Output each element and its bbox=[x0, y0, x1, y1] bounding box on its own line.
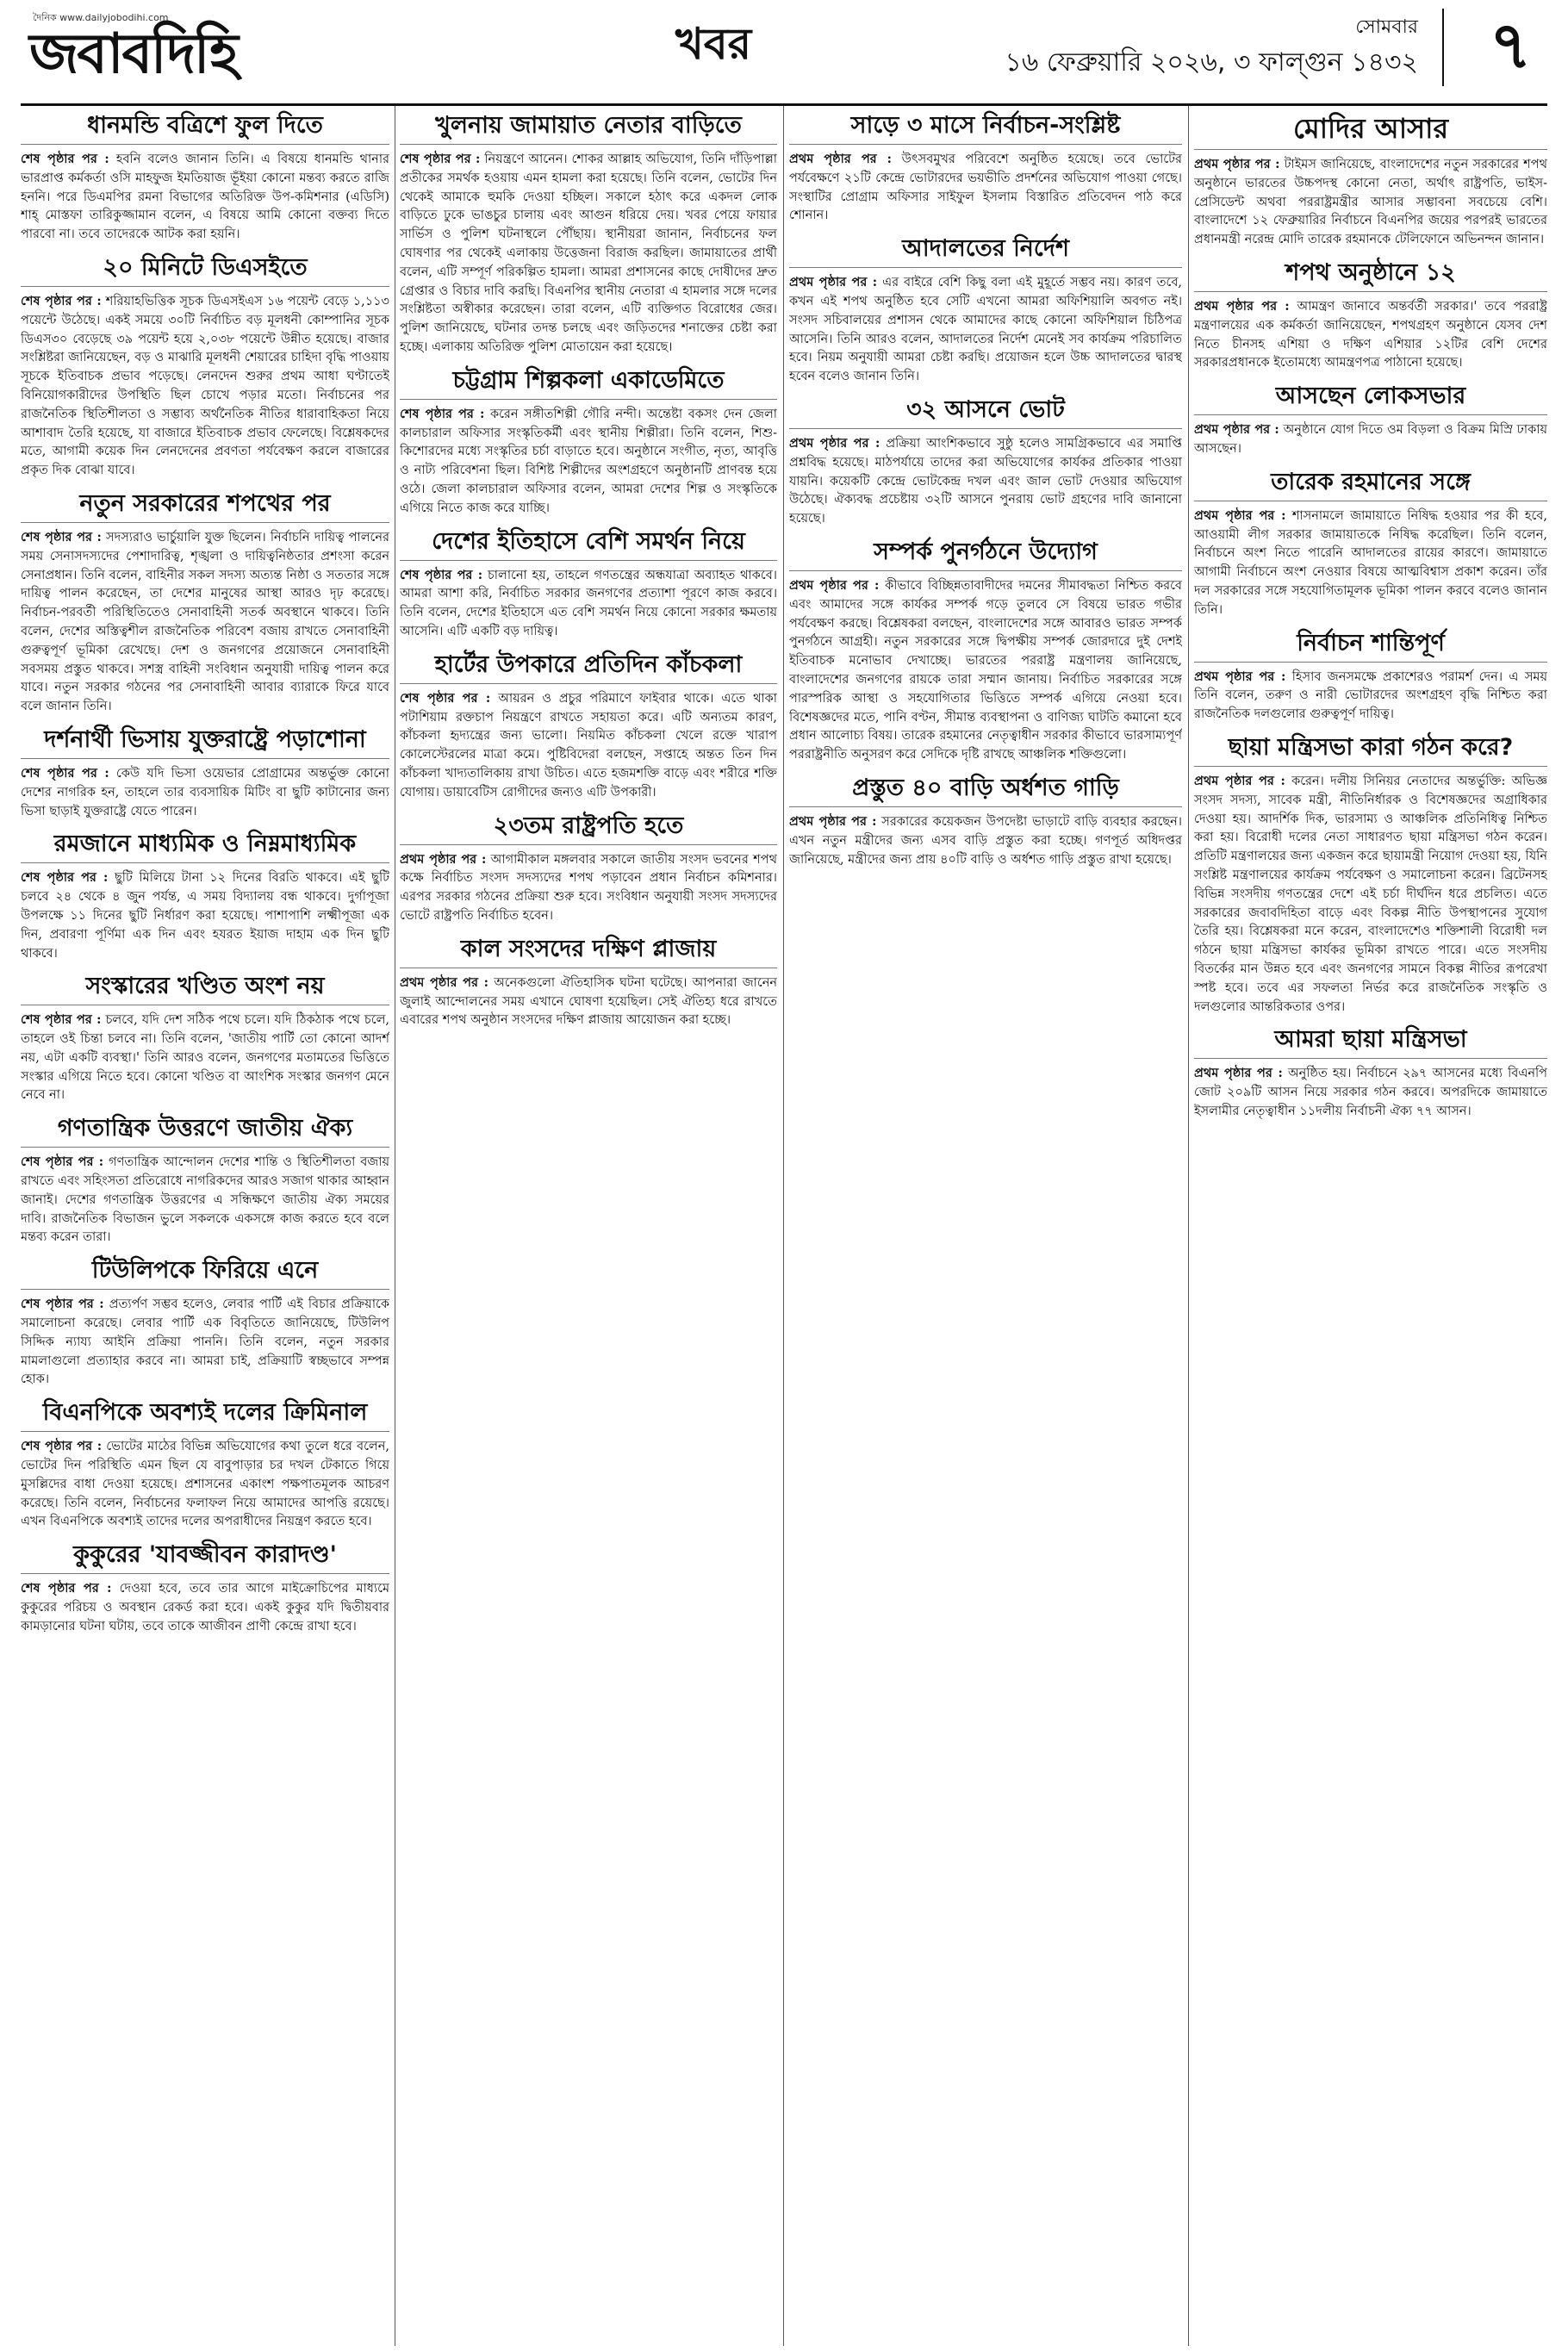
story-headline[interactable]: কুকুরের 'যাবজ্জীবন কারাদণ্ড' bbox=[21, 1540, 389, 1574]
page-number: ৭ bbox=[1489, 7, 1532, 84]
story-body bbox=[21, 1579, 389, 1636]
story-dateline: শেষ পৃষ্ঠার পর : bbox=[21, 1439, 103, 1454]
story-dateline: প্রথম পৃষ্ঠার পর : bbox=[1194, 157, 1280, 171]
column-divider bbox=[1188, 106, 1189, 2346]
story-headline[interactable]: নতুন সরকারের শপথের পর bbox=[21, 489, 389, 523]
story-headline[interactable]: গণতান্ত্রিক উত্তরণে জাতীয় ঐক্য bbox=[21, 1114, 389, 1148]
column-1 bbox=[21, 106, 389, 2346]
story-text: করেন। দলীয় সিনিয়র নেতাদের অন্তর্ভুক্তি: অভিজ্ঞ সংসদ সদস্য, সাবেক মন্ত্রী, নীতিনির্ধারক ও বিশেষজ্ঞদের অগ্রাধিকার দেওয়া হয়। আদর্শিক দিক, ভারসাম্য ও আঞ্চলিক প্রতিনিধিত্ব নিশ্চিত করা হয়। বিরোধী দলের নেতা সাধারণত ছায়া মন্ত্রিসভা গঠন করেন। প্রতিটি মন্ত্রণালয়ের জন্য একজন করে ছায়ামন্ত্রী নিয়োগ দেওয়া হয়, যিনি সংশ্লিষ্ট মন্ত্রণালয়ের কার্যক্রম পর্যবেক্ষণ ও সমালোচনা করেন। ব্রিটেনসহ বিভিন্ন সংসদীয় গণতন্ত্রের দেশে এই চর্চা দীর্ঘদিন ধরে প্রচলিত। এতে সরকারের জবাবদিহিতা বাড়ে এবং বিকল্প নীতি উপস্থাপনের সুযোগ তৈরি হয়। বিশ্লেষকরা মনে করেন, বাংলাদেশেও শক্তিশালী বিরোধী দল গঠনে ছায়া মন্ত্রিসভা কার্যকর ভূমিকা রাখতে পারে। এতে সংসদীয় বিতর্কের মান উন্নত হবে এবং জনগণের সামনে বিকল্প নীতির রূপরেখা স্পষ্ট হবে। তবে এর সফলতা নির্ভর করে রাজনৈতিক সংস্কৃতি ও দলগুলোর আন্তরিকতার ওপর। bbox=[1194, 774, 1547, 1014]
story-body bbox=[400, 150, 777, 358]
story-dateline: প্রথম পৃষ্ঠার পর : bbox=[789, 577, 880, 593]
news-story bbox=[789, 395, 1182, 529]
story-headline[interactable]: শপথ অনুষ্ঠানে ১২ bbox=[1194, 258, 1547, 292]
story-text: টাইমস জানিয়েছে, বাংলাদেশের নতুন সরকারের শপথ অনুষ্ঠানে ভারতের উচ্চপদস্থ কোনো নেতা, অর্থাৎ রাষ্ট্রপতি, ভাইস-প্রেসিডেন্ট অথবা পররাষ্ট্রমন্ত্রীর আসার সম্ভাবনা সবচেয়ে বেশি। বাংলাদেশে ১২ ফেব্রুয়ারির নির্বাচনে বিএনপির জয়ের পরপরই ভারতের প্রধানমন্ত্রী নরেন্দ্র মোদি তারেক রহমানকে টেলিফোনে অভিনন্দন জানান। bbox=[1194, 158, 1547, 247]
story-headline[interactable]: ২৩তম রাষ্ট্রপতি হতে bbox=[400, 812, 777, 845]
story-text: চালানো হয়, তাহলে গণতন্ত্রের অন্ধযাত্রা অব্যাহত থাকবে। আমরা আশা করি, নির্বাচিত সরকার জনগণের প্রত্যাশা পূরণে কাজ করবে। তিনি বলেন, দেশের ইতিহাসে এত বেশি সমর্থন নিয়ে কোনো সরকার ক্ষমতায় আসেনি। এটি একটি বড় দায়িত্ব। bbox=[400, 568, 777, 638]
story-dateline: প্রথম পৃষ্ঠার পর : bbox=[1194, 669, 1286, 684]
story-body bbox=[21, 1437, 389, 1532]
story-body bbox=[1194, 420, 1547, 459]
story-headline[interactable]: তারেক রহমানের সঙ্গে bbox=[1194, 468, 1547, 501]
news-story bbox=[21, 1114, 389, 1248]
story-headline[interactable]: আমরা ছায়া মন্ত্রিসভা bbox=[1194, 1025, 1547, 1059]
story-headline[interactable]: ২০ মিনিটে ডিএসইতে bbox=[21, 253, 389, 287]
story-headline[interactable]: ছায়া মন্ত্রিসভা কারা গঠন করে? bbox=[1194, 733, 1547, 767]
story-text: শাসনামলে জামায়াতে নিষিদ্ধ হওয়ার পর কী হবে, আওয়ামী লীগ সরকার জামায়াতকে নিষিদ্ধ করেছিল। তিনি বলেন, নির্বাচনে অংশ নিতে পারেনি আদালতের রায়ের কারণে। জামায়াতে আগামী নির্বাচনে অংশ নেওয়ার বিষয়ে আত্মবিশ্বাস প্রকাশ করেন। তাঁর দল সরকারের সঙ্গে সহযোগিতামূলক ভূমিকা পালন করবে বলেও জানান তিনি। bbox=[1194, 508, 1547, 617]
story-text: দেওয়া হবে, তবে তার আগে মাইক্রোচিপের মাধ্যমে কুকুরের পরিচয় ও অবস্থান রেকর্ড করা হবে। একই কুকুর যদি দ্বিতীয়বার কামড়ানোর ঘটনা ঘটায়, তবে তাকে আজীবন প্রাণী কেন্দ্রে রাখা হবে। bbox=[21, 1582, 389, 1633]
story-text: হবনি বলেও জানান তিনি। এ বিষয়ে ধানমন্ডি থানার ভারপ্রাপ্ত কর্মকর্তা ওসি মাহফুজ ইমতিয়াজ ভূঁইয়া কোনো মন্তব্য করতে রাজি হননি। পরে ডিএমপির রমনা বিভাগের অতিরিক্ত উপ-কমিশনার (এডিসি) শাহ্ মোস্তফা তারিকুজ্জামান বলেন, এ বিষয়ে আমি কোনো বক্তব্য দিতে পারবো না। তবে তাদেরকে আটক করা হয়নি। bbox=[21, 152, 389, 242]
news-story bbox=[21, 1540, 389, 1636]
story-text: অনুষ্ঠিত হয়। নির্বাচনে ২৯৭ আসনের মধ্যে বিএনপি জোট ২০৯টি আসন নিয়ে সরকার গঠন করবে। অপরদিকে জামায়াতে ইসলামীর নেতৃত্বাধীন ১১দলীয় নির্বাচনী ঐক্য ৭৭ আসন। bbox=[1194, 1067, 1547, 1118]
section-name: খবর bbox=[675, 19, 752, 69]
story-text: করেন সঙ্গীতশিল্পী গৌরি নন্দী। অন্তেষ্টা বকসং দেন জেলা কালচারাল অফিসার সংস্কৃতিকর্মী এবং স্থানীয় শিল্পীরা। তিনি বলেন, শিশু-কিশোরদের মধ্যে সংস্কৃতির চর্চা বাড়াতে হবে। অনুষ্ঠানে সংগীত, নৃত্য, আবৃত্তি ও নাট্য পরিবেশনা ছিল। বিশিষ্ট শিল্পীদের অংশগ্রহণে অনুষ্ঠানটি প্রাণবন্ত হয়ে ওঠে। জেলা কালচারাল অফিসার বলেন, আমরা দেশের শিল্প ও সংস্কৃতিকে এগিয়ে নিতে কাজ করে যাচ্ছি। bbox=[400, 407, 777, 515]
story-body bbox=[789, 812, 1182, 869]
column-3 bbox=[789, 106, 1182, 2346]
story-body bbox=[21, 292, 389, 481]
news-story bbox=[400, 650, 777, 803]
news-story bbox=[400, 111, 777, 358]
story-headline[interactable]: দর্শনার্থী ভিসায় যুক্তরাষ্ট্রে পড়াশোনা bbox=[21, 725, 389, 759]
story-dateline: প্রথম পৃষ্ঠার পর : bbox=[789, 275, 878, 290]
story-text: এর বাইরে বেশি কিছু বলা এই মুহূর্তে সম্ভব নয়। কারণ তবে, কখন এই শপথ অনুষ্ঠিত হবে সেটি এখনো আমরা অফিশিয়ালি অবগত নই। সংসদ সচিবালয়ের প্রশাসন থেকে আমাদের কাছে কোনো অফিশিয়াল চিঠিপত্র আসেনি। তিনি আরও বলেন, আদালতের নির্দেশ মেনেই সব কার্যক্রম পরিচালিত হবে। নিয়ম অনুযায়ী আমরা চেষ্টা করছি। প্রয়োজন হলে উচ্চ আদালতের দ্বারস্থ হবেন বলেও জানান তিনি। bbox=[789, 276, 1182, 384]
story-headline[interactable]: আদালতের নির্দেশ bbox=[789, 234, 1182, 268]
story-body bbox=[21, 528, 389, 717]
story-body bbox=[21, 868, 389, 963]
story-text: আমন্ত্রণ জানাবে অন্তর্বর্তী সরকার।' তবে পররাষ্ট্র মন্ত্রণালয়ের এক কর্মকর্তা জানিয়েছেন, শপথগ্রহণ অনুষ্ঠানে যেসব দেশ নিতে চীনসহ এশিয়া ও দক্ষিণ এশিয়ার ১২টির বেশি দেশের সরকারপ্রধানকে ইতোমধ্যে আমন্ত্রণপত্র পাঠানো হয়েছে। bbox=[1194, 299, 1547, 370]
story-text: কেউ যদি ভিসা ওয়েভার প্রোগ্রামের অন্তর্ভুক্ত কোনো দেশের নাগরিক হন, তাহলে তার ব্যবসায়িক মিটিং বা ছুটি কাটানোর জন্য ভিসা ছাড়াই যুক্তরাষ্ট্রে যেতে পারেন। bbox=[21, 766, 389, 818]
story-headline[interactable]: ধানমন্ডি বত্রিশে ফুল দিতে bbox=[21, 111, 389, 145]
story-body bbox=[1194, 772, 1547, 1017]
story-body bbox=[1194, 507, 1547, 620]
story-body bbox=[400, 405, 777, 519]
story-body bbox=[400, 566, 777, 642]
news-story bbox=[789, 111, 1182, 226]
story-headline[interactable]: হার্টের উপকারে প্রতিদিন কাঁচকলা bbox=[400, 650, 777, 684]
story-body bbox=[789, 150, 1182, 226]
news-story bbox=[21, 1256, 389, 1390]
story-headline[interactable]: চট্টগ্রাম শিল্পকলা একাডেমিতে bbox=[400, 366, 777, 400]
masthead bbox=[21, 0, 1547, 106]
story-headline[interactable]: বিএনপিকে অবশ্যই দলের ক্রিমিনাল bbox=[21, 1398, 389, 1432]
news-story bbox=[21, 111, 389, 245]
story-text: সদস্যরাও ভার্চুয়ালি যুক্ত ছিলেন। নির্বাচনি দায়িত্ব পালনের সময় সেনাসদস্যদের পেশাদারিত্ব, শৃঙ্খলা ও দায়িত্বনিষ্ঠতার প্রশংসা করেন সেনাপ্রধান। তিনি বলেন, বাহিনীর সকল সদস্য অত্যন্ত নিষ্ঠা ও সততার সঙ্গে দায়িত্ব পালন করেছেন, তা দেশের মানুষের আস্থা আরও দৃঢ় করেছে। নির্বাচন-পরবর্তী পরিস্থিতিতেও সেনাবাহিনী সতর্ক অবস্থানে থাকবে। তিনি বলেন, দেশের অস্তিত্বশীল রাজনৈতিক পরিবেশ বজায় রাখতে সেনাবাহিনী গুরুত্বপূর্ণ ভূমিকা রেখেছে। দেশ ও জনগণের প্রয়োজনে সেনাবাহিনী সবসময় প্রস্তুত থাকবে। সশস্ত্র বাহিনী সংবিধান অনুযায়ী দায়িত্ব পালন করে যাবে। নতুন সরকার গঠনের পর সেনাবাহিনী আবার ব্যারাকে ফিরে যাবে বলে জানান তিনি। bbox=[21, 530, 389, 714]
story-body bbox=[400, 850, 777, 926]
news-story bbox=[21, 1398, 389, 1532]
news-story bbox=[789, 774, 1182, 869]
story-dateline: শেষ পৃষ্ঠার পর : bbox=[400, 406, 485, 421]
story-text: অনেকগুলো ঐতিহাসিক ঘটনা ঘটেছে। আপনারা জানেন জুলাই আন্দোলনের সময় এখানে ঘোষণা হয়েছিল। সেই ঐতিহ্য ধরে রাখতে এবারের শপথ অনুষ্ঠান সংসদের দক্ষিণ প্লাজায় আয়োজন করা হচ্ছে। bbox=[400, 975, 777, 1028]
story-headline[interactable]: নির্বাচন শান্তিপূর্ণ bbox=[1194, 629, 1547, 663]
story-dateline: শেষ পৃষ্ঠার পর : bbox=[400, 567, 483, 582]
column-divider bbox=[783, 106, 784, 2346]
story-text: গণতান্ত্রিক আন্দোলন দেশের শান্তি ও স্থিতিশীলতা বজায় রাখতে এবং সহিংসতা প্রতিরোধে নাগরিকদের আরও সজাগ থাকার আহ্বান জানাই। দেশের গণতান্ত্রিক উত্তরণের এ সন্ধিক্ষণে জাতীয় ঐক্য সময়ের দাবি। রাজনৈতিক বিভাজন ভুলে সকলকে একসঙ্গে কাজ করতে হবে বলে মন্তব্য করেন তারা। bbox=[21, 1155, 389, 1245]
story-headline[interactable]: প্রস্তুত ৪০ বাড়ি অর্ধশত গাড়ি bbox=[789, 774, 1182, 807]
story-body bbox=[789, 273, 1182, 387]
story-text: হিসাব জনসমক্ষে প্রকাশেরও পরামর্শ দেন। এ সময় তিনি বলেন, তরুণ ও নারী ভোটারদের অংশগ্রহণ বৃদ্ধি নিশ্চিত করা রাজনৈতিক দলগুলোর গুরুত্বপূর্ণ দায়িত্ব। bbox=[1194, 669, 1547, 722]
article-columns bbox=[21, 106, 1547, 2346]
news-story bbox=[1194, 258, 1547, 373]
news-story bbox=[21, 972, 389, 1105]
news-story bbox=[400, 527, 777, 642]
story-dateline: শেষ পৃষ্ঠার পর : bbox=[21, 1154, 104, 1170]
story-dateline: শেষ পৃষ্ঠার পর : bbox=[400, 152, 481, 166]
story-dateline: প্রথম পৃষ্ঠার পর : bbox=[789, 813, 877, 829]
news-story bbox=[21, 830, 389, 963]
story-text: আগামীকাল মঙ্গলবার সকালে জাতীয় সংসদ ভবনের শপথ কক্ষে নির্বাচিত সংসদ সদস্যদের শপথ পড়াবেন প্রধান নির্বাচন কমিশনার। এরপর সরকার গঠনের প্রক্রিয়া শুরু হবে। সংবিধান অনুযায়ী সংসদ সদস্যদের ভোটে রাষ্ট্রপতি নির্বাচিত হবেন। bbox=[400, 852, 777, 923]
story-body bbox=[789, 576, 1182, 765]
story-dateline: প্রথম পৃষ্ঠার পর : bbox=[789, 152, 893, 166]
story-headline[interactable]: কাল সংসদের দক্ষিণ প্লাজায় bbox=[400, 935, 777, 968]
story-body bbox=[1194, 155, 1547, 250]
story-headline[interactable]: আসছেন লোকসভার bbox=[1194, 382, 1547, 415]
story-body bbox=[21, 1295, 389, 1390]
story-text: ছুটি মিলিয়ে টানা ১২ দিনের বিরতি থাকবে। এই ছুটি চলবে ২৪ থেকে ৪ জুন পর্যন্ত, এ সময় বিদ্যালয় বন্ধ থাকবে। দুর্গাপূজা উপলক্ষে ১১ দিনের ছুটি নির্ধারণ করা হয়েছে। পাশাপাশি লক্ষ্মীপূজা এক দিন, প্রবারণা পূর্ণিমা এক দিন এবং হযরত ইয়াজ দাহাম এক দিন ছুটি থাকবে। bbox=[21, 871, 389, 961]
story-dateline: শেষ পৃষ্ঠার পর : bbox=[21, 529, 102, 544]
story-dateline: শেষ পৃষ্ঠার পর : bbox=[21, 152, 109, 166]
news-story bbox=[789, 234, 1182, 387]
story-headline[interactable]: টিউলিপকে ফিরিয়ে এনে bbox=[21, 1256, 389, 1290]
news-story bbox=[21, 489, 389, 717]
story-headline[interactable]: দেশের ইতিহাসে বেশি সমর্থন নিয়ে bbox=[400, 527, 777, 561]
news-story bbox=[21, 253, 389, 481]
story-body bbox=[21, 1153, 389, 1248]
story-body bbox=[1194, 1064, 1547, 1121]
story-headline[interactable]: ৩২ আসনে ভোট bbox=[789, 395, 1182, 429]
story-text: নিয়ন্ত্রণে আনেন। শোকর আল্লাহ অভিযোগ, তিনি দাঁড়িপাল্লা প্রতীকের সমর্থক হওয়ায় এমন হামলা করা হয়েছে। তিনি বলেন, ভোটের দিন থেকেই আমাকে হুমকি দেওয়া হচ্ছিল। সকালে হঠাৎ করে একদল লোক বাড়িতে ঢুকে ভাঙচুর চালায় এবং আগুন ধরিয়ে দেয়। খবর পেয়ে ফায়ার সার্ভিস ও পুলিশ ঘটনাস্থলে পৌঁছায়। স্থানীয়রা জানান, নির্বাচনের ফল ঘোষণার পর থেকেই এলাকায় উত্তেজনা বিরাজ করছিল। জামায়াতের প্রার্থী বলেন, এটি সম্পূর্ণ পরিকল্পিত হামলা। আমরা প্রশাসনের কাছে দোষীদের দ্রুত গ্রেপ্তার ও বিচার দাবি করছি। বিএনপির স্থানীয় নেতারা এ হামলার সঙ্গে দলের সংশ্লিষ্টতা অস্বীকার করেছেন। তারা বলেন, এটি ব্যক্তিগত বিরোধের জের। পুলিশ জানিয়েছে, ঘটনার তদন্ত চলছে এবং জড়িতদের শনাক্তের চেষ্টা করা হচ্ছে। এলাকায় অতিরিক্ত পুলিশ মোতায়েন করা হয়েছে। bbox=[400, 152, 777, 354]
story-body bbox=[1194, 297, 1547, 373]
story-text: ভোটের মাঠের বিভিন্ন অভিযোগের কথা তুলে ধরে বলেন, ভোটের দিন পরিস্থিতি এমন ছিল যে বাবুপাড়ার চর দখল টেকাতে গিয়ে মুসল্লিদের বাধা দেওয়া হয়েছে। প্রশাসনের একাংশ পক্ষপাতমূলক আচরণ করেছে। তিনি বলেন, নির্বাচনের ফলাফল নিয়ে আমাদের আপত্তি রয়েছে। এখন বিএনপিকে অবশ্যই তাদের দলের অপরাধীদের নিয়ন্ত্রণ করতে হবে। bbox=[21, 1440, 389, 1529]
story-body bbox=[789, 434, 1182, 529]
story-dateline: শেষ পৃষ্ঠার পর : bbox=[21, 1297, 104, 1312]
story-dateline: প্রথম পৃষ্ঠার পর : bbox=[1194, 422, 1279, 438]
column-4 bbox=[1194, 106, 1547, 2346]
news-story bbox=[1194, 1025, 1547, 1121]
news-story bbox=[400, 812, 777, 926]
story-dateline: শেষ পৃষ্ঠার পর : bbox=[21, 1012, 102, 1028]
story-body bbox=[1194, 668, 1547, 725]
story-text: প্রত্যর্পণ সম্ভব হলেও, লেবার পার্টি এই বিচার প্রক্রিয়াকে সমালোচনা করেছে। লেবার পার্টি এক বিবৃতিতে জানিয়েছে, টিউলিপ সিদ্দিক ন্যায্য আইনি প্রক্রিয়া পাননি। তিনি বলেন, নতুন সরকার মামলাগুলো প্রত্যাহার করবে না। আমরা চাই, প্রক্রিয়াটি স্বচ্ছভাবে সম্পন্ন হোক। bbox=[21, 1297, 389, 1387]
news-story bbox=[1194, 382, 1547, 459]
news-story bbox=[1194, 468, 1547, 620]
news-story bbox=[789, 538, 1182, 765]
story-dateline: প্রথম পৃষ্ঠার পর : bbox=[789, 435, 880, 451]
news-story bbox=[400, 366, 777, 519]
masthead-divider bbox=[1442, 9, 1444, 86]
logo bbox=[29, 5, 253, 91]
story-dateline: প্রথম পৃষ্ঠার পর : bbox=[1194, 298, 1290, 314]
story-text: প্রক্রিয়া আংশিকভাবে সুষ্ঠু হলেও সামগ্রিকভাবে এর সমাপ্তি প্রশ্নবিদ্ধ হয়েছে। মাঠপর্যায়ে তাদের করা অভিযোগের কার্যকর প্রতিকার পাওয়া যায়নি। কয়েকটি কেন্দ্রে ভোটকেন্দ্র দখল এবং জাল ভোট দেওয়ার অভিযোগ উঠেছে। ঐক্যবদ্ধ প্রচেষ্টায় ৩২টি আসনে পুনরায় ভোট গ্রহণের দাবি জানানো হয়েছে। bbox=[789, 436, 1182, 526]
story-body bbox=[400, 974, 777, 1030]
story-headline[interactable]: সাড়ে ৩ মাসে নির্বাচন-সংশ্লিষ্ট bbox=[789, 111, 1182, 145]
story-dateline: প্রথম পৃষ্ঠার পর : bbox=[1194, 1066, 1283, 1081]
logo-tagline: দৈনিক www.dailyjobodihi.com bbox=[33, 12, 169, 23]
story-text: আয়রন ও প্রচুর পরিমাণে ফাইবার থাকে। এতে থাকা পটাশিয়াম রক্তচাপ নিয়ন্ত্রণে রাখতে সহায়তা করে। এটি অন্যতম কারণ, কাঁচকলা হৃদ্যন্ত্রের জন্য ভালো। নিয়মিত কাঁচকলা খেলে রক্তে খারাপ কোলেস্টেরলের মাত্রা কমে। পুষ্টিবিদেরা বলছেন, সপ্তাহে অন্তত তিন দিন কাঁচকলা খাদ্যতালিকায় রাখা উচিত। এতে হজমশক্তি বাড়ে এবং শরীরে শক্তি যোগায়। ডায়াবেটিস রোগীদের জন্যও এটি উপকারী। bbox=[400, 691, 777, 800]
story-headline[interactable]: রমজানে মাধ্যমিক ও নিম্নমাধ্যমিক bbox=[21, 830, 389, 863]
story-text: শরিয়াহভিত্তিক সূচক ডিএসইএস ১৬ পয়েন্ট বেড়ে ১,১১৩ পয়েন্টে উঠেছে। একই সময়ে ৩০টি নির্বাচিত বড় মূলধনী কোম্পানির সূচক ডিএস৩০ বেড়েছে ৩৯ পয়েন্ট হয়ে ২,০৩৮ পয়েন্টে উন্নীত হয়েছে। বাজার সংশ্লিষ্টরা জানিয়েছেন, বড় ও মাঝারি মূলধনী শেয়ারের চাহিদা বৃদ্ধি পাওয়ায় সূচকে ইতিবাচক প্রভাব পড়েছে। লেনদেন শুরুর প্রথম আধা ঘণ্টাতেই বিনিয়োগকারীদের উপস্থিতি ছিল চোখে পড়ার মতো। নির্বাচনের পর রাজনৈতিক স্থিতিশীলতা ও সম্ভাব্য অর্থনৈতিক নীতির ধারাবাহিকতা নিয়ে আশাবাদ তৈরি হয়েছে, যা বাজারে ইতিবাচক প্রভাব ফেলেছে। বিশ্লেষকদের মতে, আগামী কয়েক দিন লেনদেনের প্রবণতা পর্যবেক্ষণ করলে বাজারের প্রকৃত দিক বোঝা যাবে। bbox=[21, 294, 389, 478]
story-body bbox=[21, 150, 389, 245]
news-story bbox=[1194, 111, 1547, 250]
story-dateline: শেষ পৃষ্ঠার পর : bbox=[21, 1581, 112, 1596]
news-story bbox=[400, 935, 777, 1030]
story-dateline: শেষ পৃষ্ঠার পর : bbox=[21, 293, 102, 308]
column-2 bbox=[400, 106, 777, 2346]
story-text: চলবে, যদি দেশ সঠিক পথে চলে। যদি ঠিকঠাক পথে চলে, তাহলে ওই চিন্তা চলবে না। তিনি বলেন, 'জাতীয় পার্টি তো কোনো আদর্শ নয়, এটা একটি ব্যবস্থা।' তিনি আরও বলেন, জনগণের মতামতের ভিত্তিতে সংস্কার এগিয়ে নিতে হবে। কোনো খণ্ডিত বা আংশিক সংস্কার জনগণ মেনে নেবে না। bbox=[21, 1013, 389, 1103]
story-dateline: প্রথম পৃষ্ঠার পর : bbox=[1194, 773, 1285, 788]
story-dateline: শেষ পৃষ্ঠার পর : bbox=[21, 765, 109, 781]
story-dateline: শেষ পৃষ্ঠার পর : bbox=[400, 690, 491, 706]
news-story bbox=[1194, 629, 1547, 725]
story-dateline: প্রথম পৃষ্ঠার পর : bbox=[400, 851, 487, 867]
story-body bbox=[21, 764, 389, 821]
story-text: সরকারের কয়েকজন উপদেষ্টা ভাড়াটে বাড়ি ব্যবহার করছেন। এখন নতুন মন্ত্রীদের জন্য এসব বাড়ি প্রস্তুত করা হচ্ছে। গণপূর্ত অধিদপ্তর জানিয়েছে, মন্ত্রীদের জন্য প্রায় ৪০টি বাড়ি ও অর্ধশত গাড়ি প্রস্তুত রাখা হয়েছে। bbox=[789, 814, 1182, 867]
logo-text: জবাবদিহি bbox=[29, 22, 237, 86]
date-line: ১৬ ফেব্রুয়ারি ২০২৬, ৩ ফাল্গুন ১৪৩২ bbox=[1005, 47, 1418, 78]
story-body bbox=[400, 689, 777, 803]
story-dateline: শেষ পৃষ্ঠার পর : bbox=[21, 870, 109, 886]
story-dateline: প্রথম পৃষ্ঠার পর : bbox=[1194, 507, 1286, 523]
news-story bbox=[1194, 733, 1547, 1017]
story-headline[interactable]: সম্পর্ক পুনর্গঠনে উদ্যোগ bbox=[789, 538, 1182, 571]
day-name: সোমবার bbox=[1355, 16, 1418, 38]
story-body bbox=[21, 1011, 389, 1105]
story-text: অনুষ্ঠানে যোগ দিতে ওম বিড়লা ও বিক্রম মিস্রি ঢাকায় আসছেন। bbox=[1194, 423, 1547, 456]
story-text: উৎসবমুখর পরিবেশে অনুষ্ঠিত হয়েছে। তবে ভোটের পর্যবেক্ষণে ২১টি কেন্দ্রে ভোটারদের ভয়ভীতি প্রদর্শনের অভিযোগ পাওয়া গেছে। সংস্থাটির প্রোগ্রাম অফিসার সাইফুল ইসলাম বিস্তারিত প্রতিবেদন পাঠ করে শোনান। bbox=[789, 152, 1182, 223]
story-headline[interactable]: সংস্কারের খণ্ডিত অংশ নয় bbox=[21, 972, 389, 1005]
story-headline[interactable]: খুলনায় জামায়াত নেতার বাড়িতে bbox=[400, 111, 777, 145]
news-story bbox=[21, 725, 389, 821]
story-headline[interactable]: মোদির আসার bbox=[1194, 111, 1547, 150]
story-text: কীভাবে বিচ্ছিন্নতাবাদীদের দমনের সীমাবদ্ধতা নিশ্চিত করবে এবং আমাদের সঙ্গে কার্যকর সম্পর্ক গড়ে তুলবে সে বিষয়ে ভারত গভীর পর্যবেক্ষণ করছে। বিশ্লেষকরা বলছেন, বাংলাদেশের সঙ্গে আবারও ভারত সম্পর্ক পুনর্গঠনে আগ্রহী। নতুন সরকারের সঙ্গে দ্বিপক্ষীয় সম্পর্ক জোরদারে দুই দেশই ইতিবাচক মনোভাব দেখাচ্ছে। ভারতের পররাষ্ট্র মন্ত্রণালয় জানিয়েছে, বাংলাদেশের জনগণের রায়কে তারা সম্মান জানায়। নির্বাচিত সরকারের সঙ্গে পারস্পরিক আস্থা ও সহযোগিতার ভিত্তিতে সম্পর্ক এগিয়ে নেওয়া হবে। বিশেষজ্ঞদের মতে, পানি বণ্টন, সীমান্ত ব্যবস্থাপনা ও বাণিজ্য ঘাটতি কমানো হবে প্রধান আলোচ্য বিষয়। তারেক রহমানের নেতৃত্বাধীন সরকার কীভাবে ভারসাম্যপূর্ণ পররাষ্ট্রনীতি অনুসরণ করে সেদিকে দৃষ্টি রাখছে আঞ্চলিক শক্তিগুলো। bbox=[789, 578, 1182, 762]
story-dateline: প্রথম পৃষ্ঠার পর : bbox=[400, 974, 488, 990]
